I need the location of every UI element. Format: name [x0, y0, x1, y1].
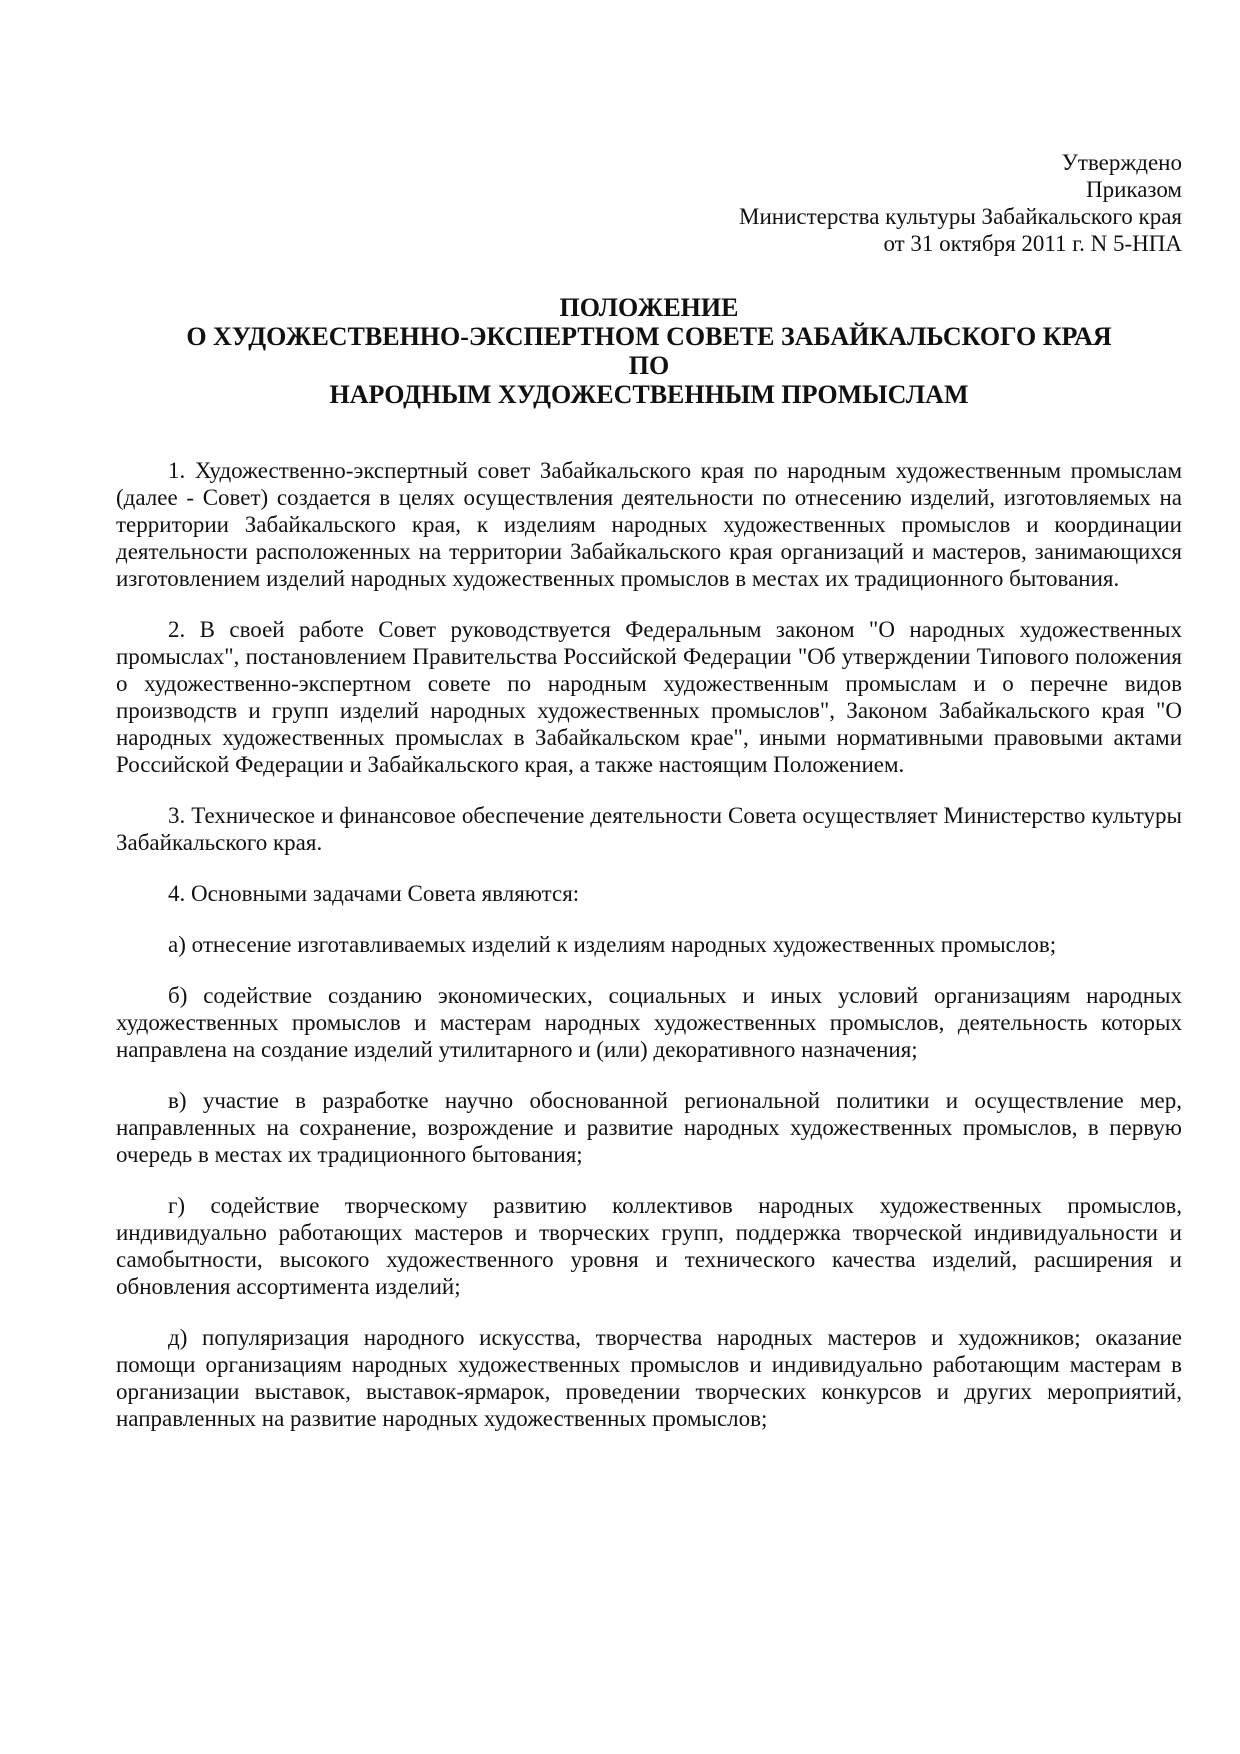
document-page [116, 0, 1182, 1754]
approval-line-date-number: от 31 октября 2011 г. N 5-НПА [883, 231, 1182, 256]
approval-block [739, 149, 1182, 257]
approval-line-ministry: Министерства культуры Забайкальского края [739, 204, 1182, 229]
title-line-3: ПО [628, 351, 670, 380]
approval-line-approved: Утверждено [1061, 150, 1182, 175]
paragraph-3: 3. Техническое и финансовое обеспечение деятельности Совета осуществляет Министерство культуры Забайкальского края. [116, 803, 1182, 855]
document-title [116, 293, 1182, 409]
approval-line-order: Приказом [1085, 177, 1182, 202]
paragraph-4a: а) отнесение изготавливаемых изделий к изделиям народных художественных промыслов; [168, 932, 1057, 957]
paragraph-4b: б) содействие созданию экономических, социальных и иных условий организациям народных художественных промыслов и мастерам народных художественных промыслов, деятельность которых направлена на создание изделий утилитарного и (или) декоративного назначения; [116, 983, 1182, 1062]
title-line-2: О ХУДОЖЕСТВЕННО-ЭКСПЕРТНОМ СОВЕТЕ ЗАБАЙКАЛЬСКОГО КРАЯ [186, 322, 1112, 351]
title-line-4: НАРОДНЫМ ХУДОЖЕСТВЕННЫМ ПРОМЫСЛАМ [329, 380, 969, 409]
paragraph-4d: г) содействие творческому развитию коллективов народных художественных промыслов, индивидуально работающих мастеров и творческих групп, поддержка творческой индивидуальности и самобытности, высокого художественного уровня и технического качества изделий, расширения и обновления ассортимента изделий; [116, 1193, 1182, 1299]
paragraph-4c: в) участие в разработке научно обоснованной региональной политики и осуществление мер, направленных на сохранение, возрождение и развитие народных художественных промыслов, в первую очередь в местах их традиционного бытования; [116, 1088, 1182, 1167]
paragraph-4: 4. Основными задачами Совета являются: [168, 881, 580, 906]
paragraph-4e: д) популяризация народного искусства, творчества народных мастеров и художников; оказание помощи организациям народных художественных промыслов и индивидуально работающим мастерам в организации выставок, выставок-ярмарок, проведении творческих конкурсов и других мероприятий, направленных на развитие народных художественных промыслов; [116, 1325, 1182, 1431]
document-body [116, 457, 1182, 1456]
title-line-1: ПОЛОЖЕНИЕ [559, 293, 739, 322]
paragraph-1: 1. Художественно-экспертный совет Забайкальского края по народным художественным промыслам (далее - Совет) создается в целях осуществления деятельности по отнесению изделий, изготовляемых на территории Забайкальского края, к изделиям народных художественных промыслов и координации деятельности расположенных на территории Забайкальского края организаций и мастеров, занимающихся изготовлением изделий народных художественных промыслов в местах их традиционного бытования. [116, 458, 1182, 591]
paragraph-2: 2. В своей работе Совет руководствуется Федеральным законом "О народных художественных промыслах", постановлением Правительства Российской Федерации "Об утверждении Типового положения о художественно-экспертном совете по народным художественным промыслам и о перечне видов производств и групп изделий народных художественных промыслов", Законом Забайкальского края "О народных художественных промыслах в Забайкальском крае", иными нормативными правовыми актами Российской Федерации и Забайкальского края, а также настоящим Положением. [116, 617, 1182, 777]
